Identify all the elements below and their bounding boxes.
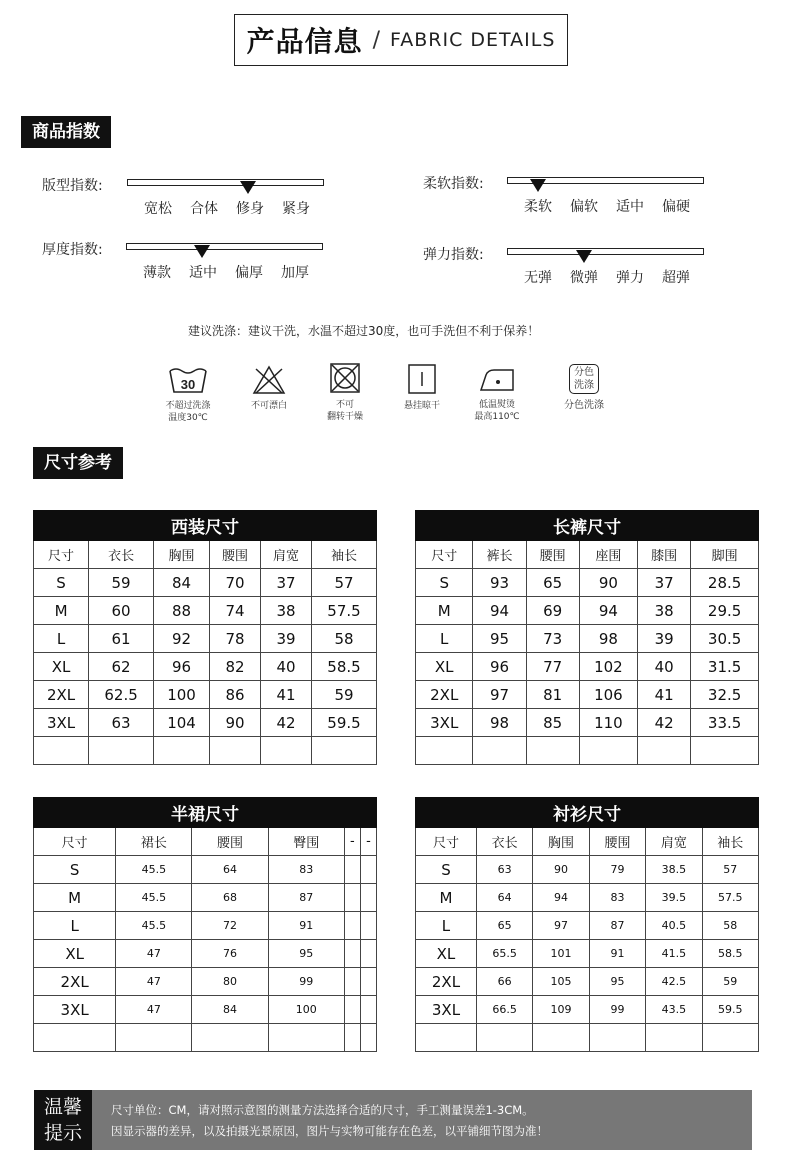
table-header-cell: 衣长 [89,541,154,569]
table-row [34,884,377,912]
table-cell: L [416,912,477,940]
table-header-cell: 膝围 [638,541,691,569]
table-row [416,709,759,737]
table-cell: 39.5 [646,884,702,912]
table-cell: 59 [312,681,377,709]
table-row [416,968,759,996]
table-cell: 64 [192,856,268,884]
index-option: 加厚 [281,265,309,281]
index-option: 偏厚 [235,265,263,281]
table-cell: 94 [473,597,526,625]
section-label-size: 尺寸参考 [33,447,123,479]
table-cell: 42.5 [646,968,702,996]
index-marker-softness [530,179,546,192]
table-row [34,709,377,737]
table-cell: 96 [154,653,210,681]
table-cell [344,996,360,1024]
table-cell: 38 [638,597,691,625]
table-row [416,653,759,681]
table-cell: 87 [589,912,645,940]
table-cell: 31.5 [691,653,759,681]
table-cell: XL [416,653,473,681]
table-header-cell: 腰围 [210,541,261,569]
table-cell: 58.5 [312,653,377,681]
table-header-cell: 裤长 [473,541,526,569]
table-row [34,912,377,940]
tips-line-2: 因显示器的差异，以及拍摄光景原因，图片与实物可能存在色差，以平铺细节图为准！ [111,1124,548,1138]
table-cell: L [34,912,116,940]
hang-dry-icon [407,363,437,395]
table-header-cell: 腰围 [589,828,645,856]
header-separator: / [372,27,381,53]
care-item-no-bleach [238,365,300,412]
table-cell: 98 [473,709,526,737]
table-cell: 98 [579,625,637,653]
table-cell: M [34,597,89,625]
table-cell: 102 [579,653,637,681]
care-item-hang-dry [392,363,452,412]
table-cell [360,856,376,884]
table-cell: 66 [476,968,532,996]
table-row [34,569,377,597]
index-options-softness [515,196,699,216]
table-cell: 95 [268,940,344,968]
table-cell: 100 [154,681,210,709]
table-cell: 61 [89,625,154,653]
table-header-cell: 腰围 [192,828,268,856]
header-title-en: FABRIC DETAILS [390,29,556,51]
table-cell: 93 [473,569,526,597]
tips-label-line: 提示 [43,1122,82,1144]
table-row [416,940,759,968]
table-cell: 57 [702,856,758,884]
table-cell: 65 [526,569,579,597]
table-cell: 65.5 [476,940,532,968]
table-cell: 63 [476,856,532,884]
table-cell: 78 [210,625,261,653]
table-cell: 45.5 [116,856,192,884]
table-shirt [415,797,759,1052]
care-item-low-iron [465,366,529,423]
index-marker-fit [240,181,256,194]
care-label: 最高110℃ [474,412,520,422]
header-box [234,14,568,66]
table-row [34,597,377,625]
table-cell: 59.5 [702,996,758,1024]
table-cell: 74 [210,597,261,625]
table-cell [344,940,360,968]
table-cell: L [34,625,89,653]
index-bar-fit [127,179,324,186]
table-cell: 60 [89,597,154,625]
table-cell: 91 [268,912,344,940]
table-cell: 72 [192,912,268,940]
table-cell [360,912,376,940]
table-cell: 47 [116,968,192,996]
index-option: 无弹 [524,270,552,286]
index-option: 宽松 [144,201,172,217]
table-cell: 62 [89,653,154,681]
index-option: 修身 [236,201,264,217]
low-iron-icon [478,366,516,394]
table-row [34,996,377,1024]
table-cell: 40.5 [646,912,702,940]
table-cell: 85 [526,709,579,737]
table-cell: 38.5 [646,856,702,884]
index-options-fit [135,198,319,218]
table-title: 西装尺寸 [34,511,377,541]
table-cell: S [416,856,477,884]
table-pants [415,510,759,765]
table-header-cell: 尺寸 [34,828,116,856]
tips-label [34,1090,92,1150]
table-cell: 81 [526,681,579,709]
table-header-cell: 臀围 [268,828,344,856]
index-option: 偏硬 [662,199,690,215]
index-options-thickness [134,262,318,282]
table-row [416,569,759,597]
table-cell: 65 [476,912,532,940]
table-cell: 84 [154,569,210,597]
table-cell: 2XL [34,968,116,996]
table-row [416,597,759,625]
table-cell: 99 [268,968,344,996]
index-title-fit: 版型指数: [42,178,103,194]
separate-wash-icon-text: 洗涤 [574,380,594,391]
table-cell: M [416,884,477,912]
table-cell: 57.5 [312,597,377,625]
table-cell: 95 [589,968,645,996]
table-cell: 38 [261,597,312,625]
no-bleach-icon [252,365,286,395]
table-cell: 40 [638,653,691,681]
tips-label-line: 温馨 [43,1096,82,1118]
table-cell: 3XL [416,996,477,1024]
table-cell: 79 [589,856,645,884]
table-row [34,940,377,968]
table-cell: 63 [89,709,154,737]
table-title: 衬衫尺寸 [416,798,759,828]
index-option: 弹力 [616,270,644,286]
table-cell [360,940,376,968]
index-option: 柔软 [524,199,552,215]
table-cell [360,884,376,912]
index-option: 偏软 [570,199,598,215]
table-row [416,884,759,912]
table-cell: 59.5 [312,709,377,737]
table-cell: 80 [192,968,268,996]
index-option: 微弹 [570,270,598,286]
table-header-cell: 尺寸 [416,541,473,569]
index-title-softness: 柔软指数: [423,176,484,192]
table-cell: 62.5 [89,681,154,709]
table-row [34,856,377,884]
table-cell: 88 [154,597,210,625]
table-cell: 47 [116,996,192,1024]
table-header-cell: - [344,828,360,856]
table-header-cell: 座围 [579,541,637,569]
table-cell: 106 [579,681,637,709]
table-cell [344,912,360,940]
table-cell: 96 [473,653,526,681]
table-cell: 83 [268,856,344,884]
table-row [416,912,759,940]
table-row [416,681,759,709]
table-cell: 105 [533,968,589,996]
table-header-cell: 胸围 [154,541,210,569]
table-cell: 41 [638,681,691,709]
table-cell: 90 [579,569,637,597]
table-cell: 40 [261,653,312,681]
table-cell: 77 [526,653,579,681]
table-header-cell: 脚围 [691,541,759,569]
index-bar-elasticity [507,248,704,255]
table-title: 半裙尺寸 [34,798,377,828]
table-cell: 39 [261,625,312,653]
table-header-cell: 袖长 [702,828,758,856]
table-row-empty [34,737,377,765]
table-cell: 41 [261,681,312,709]
care-label: 温度30℃ [168,413,208,423]
table-row-empty [34,1024,377,1052]
table-suit [33,510,377,765]
table-cell: 64 [476,884,532,912]
table-title: 长裤尺寸 [416,511,759,541]
table-cell [360,968,376,996]
table-cell: 30.5 [691,625,759,653]
table-cell: 2XL [416,968,477,996]
table-cell: 45.5 [116,912,192,940]
index-option: 紧身 [282,201,310,217]
care-label: 悬挂晾干 [403,401,440,411]
care-item-no-tumble [314,362,376,423]
table-cell: XL [416,940,477,968]
table-cell [344,856,360,884]
care-item-wash [154,365,222,424]
table-cell: M [34,884,116,912]
wash-30-icon [168,365,208,395]
table-cell [360,996,376,1024]
tips-line-1: 尺寸单位：CM，请对照示意图的测量方法选择合适的尺寸，手工测量误差1-3CM。 [111,1103,534,1117]
table-cell: 57.5 [702,884,758,912]
table-cell: XL [34,653,89,681]
table-cell: 84 [192,996,268,1024]
index-bar-thickness [126,243,323,250]
table-cell: 37 [261,569,312,597]
table-header-cell: 衣长 [476,828,532,856]
table-cell: 99 [589,996,645,1024]
table-cell: 42 [638,709,691,737]
table-header-cell: 尺寸 [34,541,89,569]
table-cell: 70 [210,569,261,597]
table-cell: 90 [533,856,589,884]
table-cell: 69 [526,597,579,625]
table-row [416,856,759,884]
table-header-cell: 肩宽 [646,828,702,856]
care-label: 翻转干燥 [326,412,363,422]
table-skirt [33,797,377,1052]
table-cell: 39 [638,625,691,653]
table-cell: 104 [154,709,210,737]
section-label-index: 商品指数 [21,116,111,148]
table-cell: 32.5 [691,681,759,709]
table-cell: 87 [268,884,344,912]
table-cell: 95 [473,625,526,653]
table-row-empty [416,1024,759,1052]
separate-wash-icon-text: 分色 [574,367,594,378]
header-title-cn: 产品信息 [246,25,363,58]
table-cell: 101 [533,940,589,968]
table-cell: XL [34,940,116,968]
table-row [34,681,377,709]
care-label: 分色洗涤 [564,400,604,411]
table-header-cell: - [360,828,376,856]
care-label: 不可漂白 [250,401,287,411]
table-cell: 73 [526,625,579,653]
index-marker-elasticity [576,250,592,263]
table-cell: 41.5 [646,940,702,968]
table-cell: 82 [210,653,261,681]
table-cell: S [34,856,116,884]
care-label: 低温熨烫 [478,400,515,410]
table-header-cell: 胸围 [533,828,589,856]
table-cell [344,884,360,912]
table-cell: 47 [116,940,192,968]
table-cell: 90 [210,709,261,737]
table-header-cell: 腰围 [526,541,579,569]
wash-temp-number: 30 [180,377,196,392]
table-cell: 68 [192,884,268,912]
table-cell: 37 [638,569,691,597]
table-cell: 59 [89,569,154,597]
table-row [34,653,377,681]
index-marker-thickness [194,245,210,258]
table-cell: 3XL [416,709,473,737]
table-header-cell: 肩宽 [261,541,312,569]
table-cell: 94 [533,884,589,912]
table-header-cell: 裙长 [116,828,192,856]
index-option: 超弹 [662,270,690,286]
table-row [34,968,377,996]
table-cell: 86 [210,681,261,709]
table-cell: 109 [533,996,589,1024]
no-tumble-dry-icon [329,362,361,394]
index-options-elasticity [515,267,699,287]
separate-wash-icon [569,364,599,394]
wash-note: 建议洗涤：建议干洗，水温不超过30度，也可手洗但不利于保养！ [188,324,540,338]
table-cell: 58 [312,625,377,653]
table-cell: 76 [192,940,268,968]
table-row [416,625,759,653]
index-option: 适中 [189,265,217,281]
table-header-cell: 袖长 [312,541,377,569]
index-title-elasticity: 弹力指数: [423,247,484,263]
index-option: 适中 [616,199,644,215]
table-row [416,996,759,1024]
table-cell: 2XL [416,681,473,709]
index-title-thickness: 厚度指数: [42,242,103,258]
table-row-empty [416,737,759,765]
table-cell: 42 [261,709,312,737]
table-cell: 110 [579,709,637,737]
care-item-separate-wash [553,364,615,412]
table-cell: 45.5 [116,884,192,912]
table-cell: 59 [702,968,758,996]
index-option: 薄款 [143,265,171,281]
table-cell: 94 [579,597,637,625]
table-cell: 97 [533,912,589,940]
index-option: 合体 [190,201,218,217]
table-cell: 43.5 [646,996,702,1024]
table-cell: 57 [312,569,377,597]
table-cell: M [416,597,473,625]
table-cell: 3XL [34,709,89,737]
table-cell: 28.5 [691,569,759,597]
table-cell: 58.5 [702,940,758,968]
table-cell: S [416,569,473,597]
table-cell: 3XL [34,996,116,1024]
table-row [34,625,377,653]
table-cell: 91 [589,940,645,968]
table-cell: 92 [154,625,210,653]
table-cell [344,968,360,996]
tips-banner [34,1090,752,1150]
table-cell: 83 [589,884,645,912]
table-header-cell: 尺寸 [416,828,477,856]
table-cell: 100 [268,996,344,1024]
table-cell: 29.5 [691,597,759,625]
table-cell: 58 [702,912,758,940]
table-cell: S [34,569,89,597]
table-cell: 2XL [34,681,89,709]
table-cell: L [416,625,473,653]
care-label: 不超过洗涤 [165,401,211,411]
table-cell: 33.5 [691,709,759,737]
table-cell: 66.5 [476,996,532,1024]
care-label: 不可 [335,400,354,410]
table-cell: 97 [473,681,526,709]
